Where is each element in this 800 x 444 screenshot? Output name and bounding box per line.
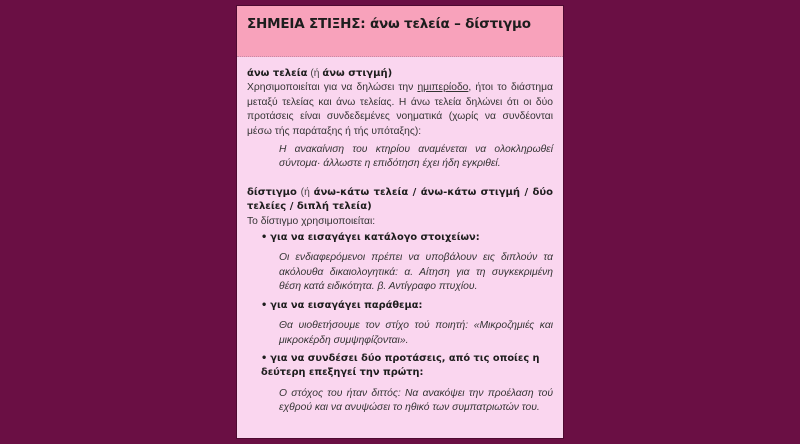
bullet-icon: • [261, 299, 268, 311]
section-heading: δίστιγμο (ή άνω-κάτω τελεία / άνω-κάτω στιγμή / δύο τελείες / διπλή τελεία) [247, 186, 553, 213]
card-body [237, 57, 563, 416]
example-text: Η ανακαίνιση του κτηρίου αναμένεται να ολοκληρωθεί σύντομα· άλλωστε η επιδότηση έχει ήδη εγκριθεί. [279, 144, 553, 170]
section-heading: άνω τελεία (ή άνω στιγμή) [247, 68, 393, 79]
section-ano-teleia [247, 67, 553, 172]
definition: Χρησιμοποιείται για να δηλώσει την ημιπερίοδο, ήτοι το διάστημα μεταξύ τελείας και άνω τελείας. Η άνω τελεία δηλώνει ότι οι δύο προτάσεις είναι συνδεδεμένες νοηματικά (χωρίς να συνδέονται μέσω τής παράταξης ή τής υπόταξης): [247, 82, 553, 137]
underlined-term: ημιπερίοδο [417, 82, 469, 94]
example-text: Οι ενδιαφερόμενοι πρέπει να υποβάλουν εις διπλούν τα ακόλουθα δικαιολογητικά: α. Αίτηση για τη συγκεκριμένη θέση κατά ειδικότητα. β. Αντίγραφο πτυχίου. [279, 252, 553, 293]
bullet-item: • για να εισαγάγει παράθεμα: [261, 299, 423, 311]
term-alt: άνω-κάτω τελεία / άνω-κάτω στιγμή / δύο τελείες / διπλή τελεία) [247, 186, 553, 213]
section-distigmo [247, 186, 553, 416]
grammar-card [236, 5, 564, 439]
term: άνω τελεία [247, 68, 308, 79]
bullet-icon: • [261, 352, 268, 364]
intro-text: Το δίστιγμο χρησιμοποιείται: [247, 215, 376, 227]
bullet-item: • για να εισαγάγει κατάλογο στοιχείων: [261, 232, 480, 244]
term-alt: άνω στιγμή) [322, 68, 393, 79]
bullet-icon: • [261, 232, 268, 244]
bullet-item: • για να συνδέσει δύο προτάσεις, από τις οποίες η δεύτερη επεξηγεί την πρώτη: [261, 352, 540, 379]
example-text: Θα υιοθετήσουμε τον στίχο τού ποιητή: «Μικροζημιές και μικροκέρδη συμψηφίζονται». [279, 320, 553, 346]
card-header [237, 6, 563, 57]
page-title: ΣΗΜΕΙΑ ΣΤΙΞΗΣ: άνω τελεία – δίστιγμο [247, 16, 531, 32]
example-text: Ο στόχος του ήταν διττός: Να ανακόψει την προέλαση τού εχθρού και να ανυψώσει το ηθικό των συμπατριωτών του. [279, 387, 553, 414]
term: δίστιγμο [247, 186, 297, 198]
